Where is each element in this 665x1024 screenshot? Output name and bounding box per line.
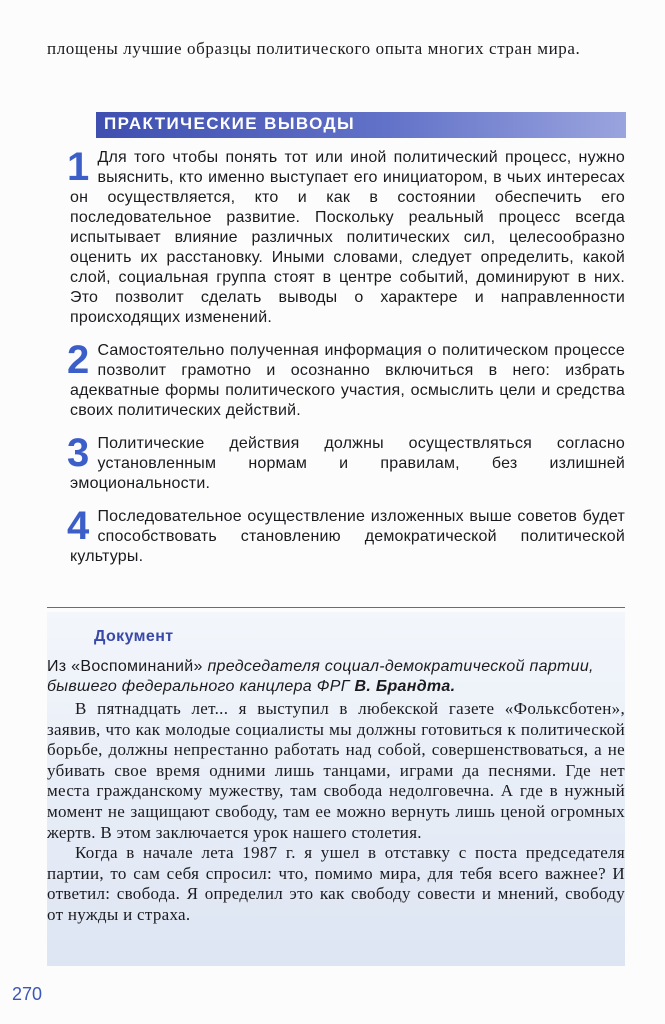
document-source-description: председателя социал-демократической партии, бывшего федерального канцлера ФРГ	[47, 658, 594, 695]
document-source	[47, 657, 625, 697]
section-title: ПРАКТИЧЕСКИЕ ВЫВОДЫ	[104, 114, 356, 133]
section-divider	[47, 607, 625, 608]
document-source-prefix: Из «Воспоминаний»	[47, 658, 203, 675]
intro-fragment: площены лучшие образцы политического опыта многих стран мира.	[47, 39, 581, 58]
conclusion-text: Политические действия должны осуществляться согласно установленным нормам и правилам, без излишней эмоциональности.	[70, 435, 625, 492]
document-body	[47, 699, 625, 926]
document-paragraph: В пятнадцать лет... я выступил в любекской газете «Фолькcботен», заявив, что как молодые социалисты мы должны готовиться к политической борьбе, должны непрестанно работать над собой, совершенствоваться, а не убивать свое время одними лишь танцами, играми да песнями. Где нет места гражданскому мужеству, там свобода недолговечна. А где в нужный момент не защищают свободу, там ее можно вернуть лишь ценой огромных жертв. В этом заключается урок нашего столетия.	[47, 699, 625, 842]
conclusion-text: Для того чтобы понять тот или иной политический процесс, нужно выяснить, кто именно выступает его инициатором, в чьих интересах он осуществляется, кто и как в состоянии обеспечить его последовательное развитие. Поскольку реальный процесс всегда испытывает влияние различных политических сил, целесообразно оценить их расстановку. Иными словами, следует определить, какой слой, социальная группа стоят в центре событий, доминируют в них. Это позволит сделать выводы о характере и направленности происходящих изменений.	[70, 149, 625, 326]
conclusion-number: 3	[67, 431, 90, 475]
conclusion-number: 1	[67, 145, 90, 189]
page-number: 270	[12, 984, 43, 1004]
document-heading: Документ	[94, 628, 174, 645]
conclusion-item	[63, 145, 625, 328]
document-source-author: В. Брандта.	[354, 678, 456, 695]
conclusion-item	[63, 504, 625, 567]
conclusion-number: 4	[67, 504, 90, 548]
section-banner	[96, 112, 626, 138]
document-paragraph: Когда в начале лета 1987 г. я ушел в отставку с поста председателя партии, то сам себя спросил: что, помимо мира, для тебя всего важнее? И ответил: свобода. Я определил это как свободу совести и мнений, свободу от нужды и страха.	[47, 843, 625, 924]
conclusion-text: Последовательное осуществление изложенных выше советов будет способствовать становлению демократической политической культуры.	[70, 508, 625, 565]
conclusions-list	[63, 145, 625, 580]
conclusion-item	[63, 338, 625, 421]
conclusion-item	[63, 431, 625, 494]
conclusion-text: Самостоятельно полученная информация о политическом процессе позволит грамотно и осознанно включиться в него: избрать адекватные формы политического участия, осмыслить цели и средства своих политических действий.	[70, 342, 625, 419]
conclusion-number: 2	[67, 338, 90, 382]
